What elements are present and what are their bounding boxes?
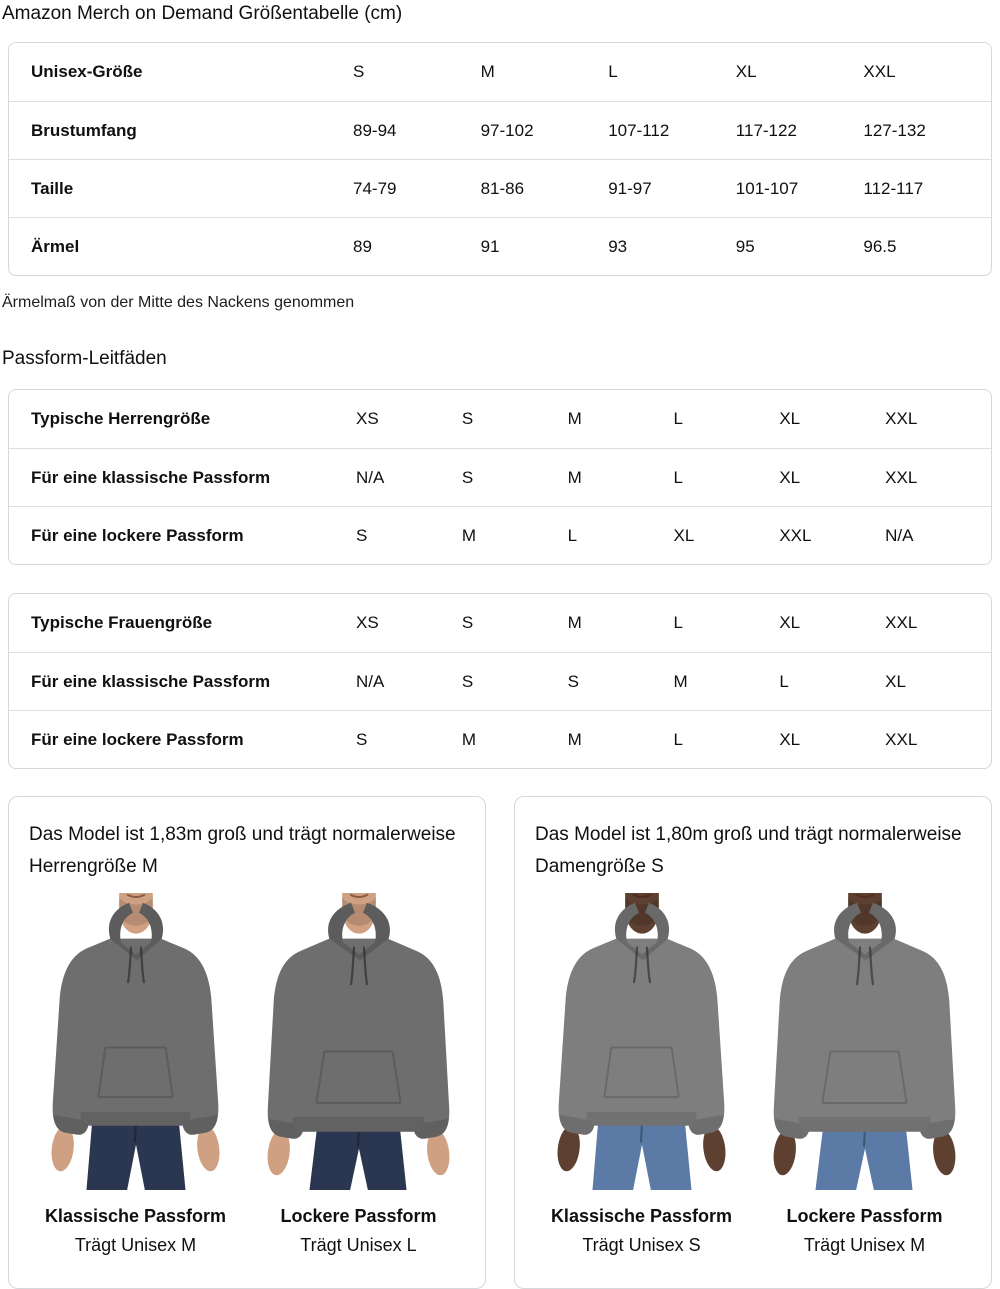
size-cell: S [461,671,474,691]
size-cell: L [779,671,789,691]
size-cell: S [356,525,368,545]
row-label: Unisex-Größe [31,62,143,81]
size-cell: XL [779,467,801,487]
size-cell: 97-102 [480,120,534,140]
model-photo-classic-fit [29,893,242,1190]
size-cell: S [353,62,365,81]
size-cell: 93 [608,236,628,256]
size-cell: 91 [480,236,500,256]
fit-caption-title: Lockere Passform [280,1206,437,1227]
size-cell: N/A [356,671,385,691]
model-photo-loose-fit [252,893,465,1190]
size-cell: M [567,467,582,487]
size-cell: XXL [885,613,918,632]
figures-row [535,893,971,1256]
table-row [9,506,991,564]
size-cell: L [673,729,683,749]
row-label: Für eine lockere Passform [31,729,244,749]
model-cards [8,796,992,1289]
size-cell: M [673,671,688,691]
size-cell: 95 [735,236,755,256]
table-row [9,594,991,652]
size-cell: XXL [885,467,918,487]
size-cell: XXL [885,729,918,749]
page-title: Amazon Merch on Demand Größentabelle (cm) [2,3,403,24]
figure-column [758,893,971,1256]
table-row [9,101,991,159]
unisex-size-table [8,42,992,276]
size-cell: M [480,62,495,81]
size-cell: S [461,613,474,632]
model-description: Das Model ist 1,83m groß und trägt normalerweise Herrengröße M [29,824,456,877]
fit-caption-title: Klassische Passform [550,1206,733,1227]
figure-column [252,893,465,1256]
row-label: Für eine klassische Passform [31,671,271,691]
model-description: Das Model ist 1,80m groß und trägt normalerweise Damengröße S [535,824,962,877]
size-cell: S [461,409,474,428]
table-row [9,652,991,710]
fit-caption-size: Trägt Unisex M [803,1235,926,1256]
size-cell: 74-79 [353,178,397,198]
row-label: Für eine lockere Passform [31,525,244,545]
size-cell: M [567,613,582,632]
size-cell: 107-112 [608,120,670,140]
row-label: Taille [31,178,74,198]
size-cell: XL [673,525,695,545]
fit-caption-size: Trägt Unisex M [74,1235,197,1256]
size-cell: M [567,729,582,749]
table-row [9,710,991,768]
size-cell: XS [356,613,379,632]
size-cell: 89-94 [353,120,397,140]
size-cell: L [673,613,683,632]
womens-fit-table [8,593,992,769]
row-label: Brustumfang [31,120,137,140]
fit-caption-size: Trägt Unisex S [582,1235,701,1256]
size-cell: L [567,525,578,545]
size-cell: XXL [863,62,896,81]
model-photo-classic-fit [535,893,748,1190]
size-cell: 117-122 [735,120,797,140]
size-cell: L [608,62,618,81]
fit-guides-heading: Passform-Leitfäden [2,348,167,369]
size-cell: XL [779,409,801,428]
size-cell: 127-132 [863,120,926,140]
sleeve-measure-note: Ärmelmaß von der Mitte des Nackens genommen [2,294,355,311]
size-cell: N/A [356,467,385,487]
row-label: Typische Herrengröße [31,409,211,428]
fit-caption-title: Klassische Passform [44,1206,227,1227]
size-cell: XL [779,729,801,749]
size-cell: 101-107 [735,178,799,198]
size-cell: M [461,729,476,749]
size-cell: 112-117 [863,178,924,198]
size-cell: 91-97 [608,178,652,198]
table-row [9,390,991,448]
size-cell: L [673,467,683,487]
row-label: Ärmel [31,236,80,256]
size-cell: 89 [353,236,372,256]
size-cell: XL [779,613,801,632]
row-label: Typische Frauengröße [31,613,213,632]
figure-column [29,893,242,1256]
size-cell: M [567,409,582,428]
size-cell: S [356,729,368,749]
mens-fit-table [8,389,992,565]
womens-model-card [514,796,992,1289]
size-cell: 81-86 [480,178,525,198]
size-cell: L [673,409,683,428]
size-cell: XL [735,62,757,81]
table-row [9,159,991,217]
size-cell: XXL [885,409,918,428]
fit-caption-size: Trägt Unisex L [300,1235,417,1256]
row-label: Für eine klassische Passform [31,467,271,487]
size-cell: XS [356,409,379,428]
model-photo-loose-fit [758,893,971,1190]
figure-column [535,893,748,1256]
mens-model-card [8,796,486,1289]
table-row [9,217,991,275]
size-cell: S [567,671,579,691]
size-cell: S [461,467,474,487]
size-cell: N/A [885,525,914,545]
figures-row [29,893,465,1256]
size-cell: M [461,525,476,545]
size-cell: 96.5 [863,236,897,256]
fit-caption-title: Lockere Passform [786,1206,943,1227]
table-row [9,43,991,101]
table-row [9,448,991,506]
size-cell: XL [885,671,906,691]
size-cell: XXL [779,525,812,545]
